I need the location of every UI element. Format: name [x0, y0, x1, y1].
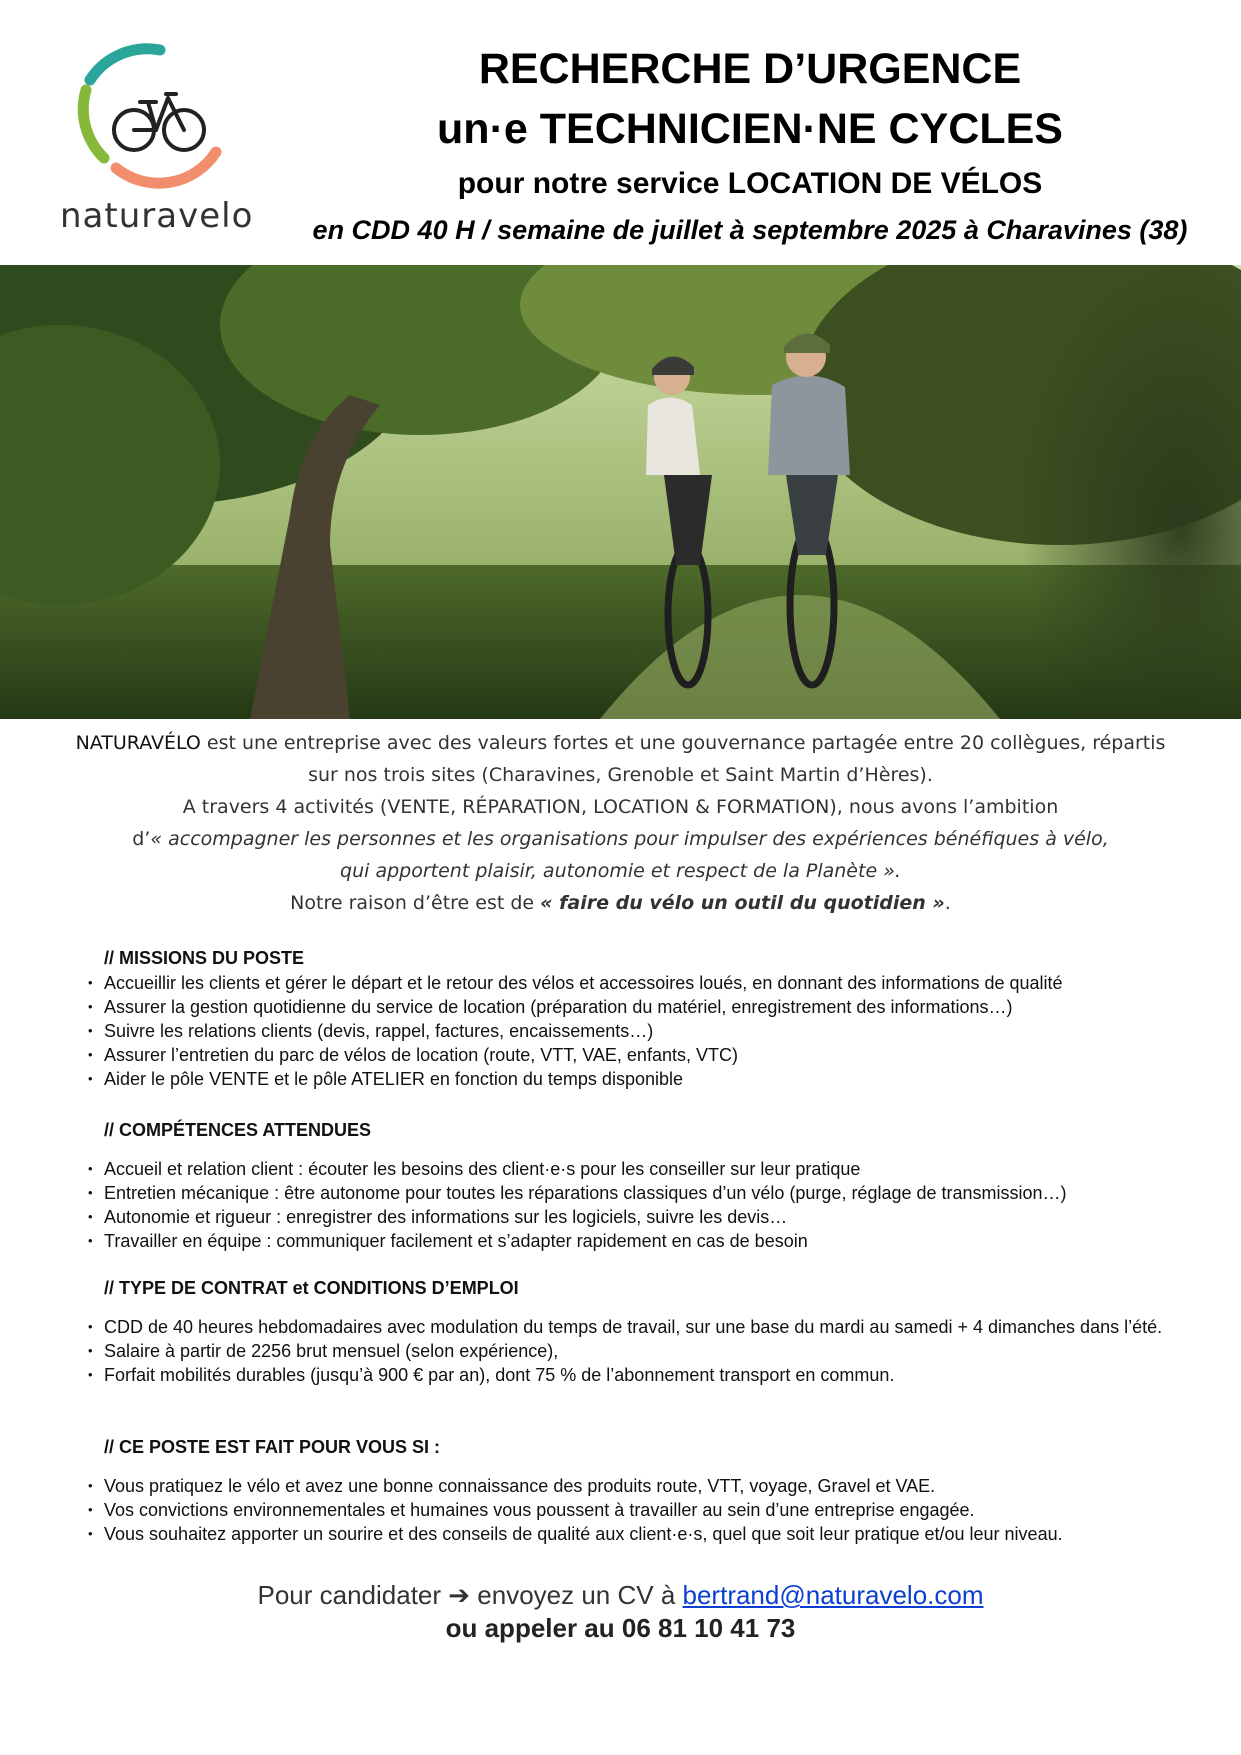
list-item: • Vous pratiquez le vélo et avez une bonne connaissance des produits route, VTT, voyage, Gravel et VAE. — [88, 1474, 1178, 1498]
headline-service: pour notre service LOCATION DE VÉLOS — [457, 167, 1043, 200]
list-item: • Assurer l’entretien du parc de vélos de location (route, VTT, VAE, enfants, VTC) — [88, 1043, 1178, 1067]
logo-wordmark: naturavelo — [60, 196, 254, 236]
section-title: // TYPE DE CONTRAT et CONDITIONS D’EMPLOI — [104, 1278, 519, 1298]
list-item: • Forfait mobilités durables (jusqu’à 900 € par an), dont 75 % de l’abonnement transport en commun. — [88, 1363, 1178, 1387]
apply-lead: Pour candidater ➔ envoyez un CV à — [257, 1580, 683, 1610]
list-item: • Accueillir les clients et gérer le départ et le retour des vélos et accessoires loués, en donnant des informations de qualité — [88, 971, 1178, 995]
intro-line-2: A travers 4 activités (VENTE, RÉPARATION, LOCATION & FORMATION), nous avons l’ambition — [182, 796, 1059, 818]
list-item: • Aider le pôle VENTE et le pôle ATELIER en fonction du temps disponible — [88, 1067, 1178, 1091]
section-profile — [88, 1437, 1178, 1546]
section-title: // CE POSTE EST FAIT POUR VOUS SI : — [104, 1437, 441, 1457]
section-missions — [88, 948, 1178, 1091]
list-item: • Vos convictions environnementales et humaines vous poussent à travailler au sein d’une entreprise engagée. — [88, 1498, 1178, 1522]
list-item: • Assurer la gestion quotidienne du service de location (préparation du matériel, enregistrement des informations…) — [88, 995, 1178, 1019]
section-competences — [88, 1120, 1178, 1253]
list-item: • Vous souhaitez apporter un sourire et des conseils de qualité aux client·e·s, quel que soit leur pratique et/ou leur niveau. — [88, 1522, 1178, 1546]
list-item: • Entretien mécanique : être autonome pour toutes les réparations classiques d’un vélo (purge, réglage de transmission…) — [88, 1181, 1178, 1205]
intro-line-5-lead: Notre raison d’être est de — [290, 892, 541, 914]
intro-quote-2: qui apportent plaisir, autonomie et respect de la Planète ». — [340, 860, 901, 882]
company-intro — [60, 727, 1181, 919]
headline-contract: en CDD 40 H / semaine de juillet à septembre 2025 à Charavines (38) — [312, 215, 1188, 245]
cyclists-photo — [0, 265, 1241, 719]
bicycle-logo-icon — [56, 40, 246, 200]
apply-line — [0, 1580, 1241, 1611]
list-item: • Salaire à partir de 2256 brut mensuel (selon expérience), — [88, 1339, 1178, 1363]
list-item: • Suivre les relations clients (devis, rappel, factures, encaissements…) — [88, 1019, 1178, 1043]
list-item: • CDD de 40 heures hebdomadaires avec modulation du temps de travail, sur une base du mardi au samedi + 4 dimanches dans l’été. — [88, 1315, 1178, 1339]
intro-raison-detre: « faire du vélo un outil du quotidien » — [540, 892, 945, 914]
intro-line-1: est une entreprise avec des valeurs fortes et une gouvernance partagée entre 20 collègues, répartis sur nos trois sites (Charavines, Grenoble et Saint Martin d’Hères). — [200, 732, 1166, 786]
email-link[interactable]: bertrand@naturavelo.com — [682, 1580, 984, 1610]
list-item: • Travailler en équipe : communiquer facilement et s’adapter rapidement en cas de besoin — [88, 1229, 1178, 1253]
headline-urgent: RECHERCHE D’URGENCE — [478, 45, 1022, 93]
intro-quote-1: « accompagner les personnes et les organisations pour impulser des expériences bénéfiques à vélo, — [150, 828, 1109, 850]
section-title: // COMPÉTENCES ATTENDUES — [104, 1120, 372, 1140]
list-item: • Autonomie et rigueur : enregistrer des informations sur les logiciels, suivre les devis… — [88, 1205, 1178, 1229]
intro-line-3-lead: d’ — [132, 828, 151, 850]
section-contract — [88, 1278, 1178, 1387]
list-item: • Accueil et relation client : écouter les besoins des client·e·s pour les conseiller sur leur pratique — [88, 1157, 1178, 1181]
section-title: // MISSIONS DU POSTE — [104, 948, 305, 968]
headline-job-title: un·e TECHNICIEN·NE CYCLES — [437, 105, 1063, 153]
phone-line: ou appeler au 06 81 10 41 73 — [445, 1613, 796, 1643]
intro-line-5-end: . — [944, 892, 951, 914]
brand-name: NATURAVÉLO — [75, 732, 201, 754]
